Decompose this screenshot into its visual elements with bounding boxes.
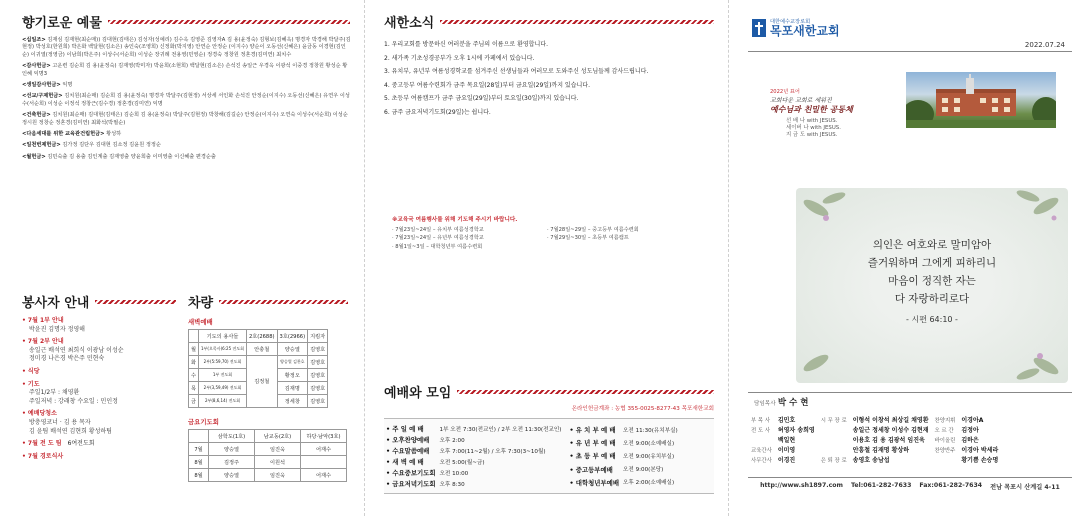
news-item: 5. 초등부 여름캠프가 금주 금요일(29일)부터 토요일(30일)까지 있습니다.	[384, 95, 579, 102]
staff-cell: 은 퇴 장 로	[820, 458, 847, 464]
staff-cell: 사무간사	[751, 458, 772, 464]
volunteer-name: 주일저녁 : 강래창 수요일 : 민인정	[29, 397, 118, 405]
news-item: 1. 우리교회를 방문하신 여러분을 주님의 이름으로 환영합니다.	[384, 41, 548, 48]
staff-cell: 김민호	[777, 417, 796, 424]
offering-names: 김가정 김단우 김대현 김소정 김윤원 정정순	[62, 142, 161, 149]
staff-cell: 이미영	[777, 447, 796, 454]
staff-section: 담임목사 박 수 현 부 목 사 김민호 시 무 장 로 이형석 이창석 최상길 채영환 찬양지휘 이경아A 전 도 사 허영자 송희영 송일근 정세창 이성수 김현재 오 르 간 김정아 백일현 이용호 김 용 김광석 임진욱 바이올린 김하은 교육간사 이미영 안흥철 김재명 황상하 찬양반주 이경아 박세라 사무간사 이경진 은 퇴 장 로 송영호 송남섭 황기쁨 손승명	[748, 392, 1072, 466]
volunteer-heading: • 식당	[22, 367, 40, 375]
table-cell: 김영호	[308, 395, 328, 408]
table-cell: 금	[189, 395, 199, 408]
news-item: 2. 새가족 기초성경공부가 오후 1시에 카페에서 있습니다.	[384, 54, 535, 62]
worship-name: • 유 치 부 예 배	[569, 426, 616, 435]
staff-cell: 허영자 송희영	[777, 427, 815, 434]
news-item: 6. 금주 금요저녁기도회(29일)는 쉽니다.	[384, 108, 491, 116]
table-cell: 임진욱	[255, 443, 301, 456]
table-cell: 화	[189, 356, 199, 369]
news-panel	[364, 0, 728, 516]
volunteer-item	[22, 338, 182, 364]
table-cell: 수	[189, 369, 199, 382]
staff-cell	[818, 426, 850, 436]
worship-time: 오전 10:00	[439, 470, 469, 477]
table-cell: 김영호	[308, 382, 328, 395]
cross-logo-icon	[752, 19, 766, 37]
table-cell: 김영호	[308, 343, 328, 356]
car-title: 차량	[188, 292, 348, 311]
prayer-item: · 7월29일~30일 – 초등부 여름캠프	[547, 235, 629, 242]
worship-name: • 수요말씀예배	[386, 447, 430, 455]
offering-heading: <건축헌금>	[22, 112, 51, 119]
worship-time: 오전 9:00(유치부실)	[623, 453, 675, 460]
news-item: 4. 중고등부 여름수련회가 금주 목요일(28일)부터 금요일(29일)까지 있습니다.	[384, 81, 590, 89]
volunteer-name: 김 윤팀 배석연 김현희 황성하팀	[29, 427, 112, 435]
table-header: 남교동(2호)	[255, 430, 301, 443]
news-title: 새한소식	[384, 12, 728, 31]
offering-block	[22, 82, 352, 89]
staff-cell: 백일현	[777, 437, 796, 444]
offering-block	[22, 112, 352, 127]
worship-row	[384, 467, 563, 478]
staff-row	[748, 436, 1001, 446]
volunteer-item	[22, 440, 182, 449]
offering-block	[22, 154, 352, 161]
worship-name: • 주 일 예 배	[386, 425, 424, 433]
table-row	[189, 343, 328, 356]
worship-name: • 오후찬양예배	[386, 436, 430, 444]
staff-cell: 시 무 장 로	[820, 418, 847, 424]
staff-cell: 오 르 간	[934, 428, 954, 434]
offering-heading: <생일감사헌금>	[22, 82, 61, 89]
table-cell	[301, 456, 347, 469]
offering-names: 황성하	[106, 131, 122, 138]
offering-names: 김치원(최순매) 김대현(김태은) 김순희 김 용(윤정숙) 박달주(김현정) 박창해(김길순) 안정순(이지수) 오연숙 이성수(서순희) 이성순 정시원 정창순 정혼경(김미연) 최화석(박필순)	[22, 112, 348, 126]
prayer-left	[392, 226, 537, 251]
table-cell: 김정철	[246, 356, 277, 408]
volunteer-item	[22, 381, 182, 407]
staff-cell	[932, 456, 959, 466]
offering-block	[22, 131, 352, 138]
table-cell: 1부 전도회	[199, 369, 247, 382]
worship-name: • 초 등 부 예 배	[569, 452, 616, 461]
staff-cell: 전 도 사	[751, 428, 771, 434]
table-cell: 월	[189, 343, 199, 356]
motto: 2022년 표어 교회다운 교회로 세워진 예수님과 친밀한 공동체 선 배 나 with JESUS. 세이버 나 with JESUS. 지 금 도 with JESUS.	[770, 88, 910, 139]
church-denomination: 대한예수교장로회	[770, 19, 811, 25]
verse-line: 다 자랑하리로다	[894, 293, 970, 305]
worship-time: 오후 2:00	[439, 437, 465, 444]
volunteer-name: 6여전도회	[67, 440, 95, 448]
table-cell: 김정주	[209, 456, 255, 469]
car-friday-table	[188, 429, 347, 482]
worship-time: 오전 11:30(유치부실)	[623, 427, 678, 434]
table-row	[189, 469, 347, 482]
volunteer-heading: • 7월 1부 안내	[22, 317, 64, 324]
volunteer-name: 방충영코너 · 김 용 목자	[29, 418, 91, 426]
worship-row	[567, 463, 679, 476]
table-row	[189, 356, 328, 369]
table-cell: 2부(5:59,70) 전도회	[199, 356, 247, 369]
car-dawn-table	[188, 329, 328, 408]
offering-heading: <다음세대를 위한 교육관건립헌금>	[22, 131, 105, 138]
prayer-item: · 7월28일~29일 – 중고등부 여름수련회	[547, 227, 639, 233]
news-item: 3. 유치부, 유년부 여름성경학교를 섬겨주신 선생님들과 여러모로 도와주신 성도님들께 감사드립니다.	[384, 68, 649, 75]
volunteer-item	[22, 453, 182, 462]
worship-time: 오후 7:00(11~2월) / 오후 7:30(3~10월)	[439, 448, 546, 455]
table-cell: 이원석	[255, 456, 301, 469]
prayer-item: · 8월1일~3일 – 대학청년부 여름수련회	[392, 243, 483, 250]
volunteer-item	[22, 317, 182, 334]
worship-time: 오후 2:00(소예배실)	[623, 480, 675, 487]
staff-cell: 찬양지휘	[934, 418, 956, 424]
volunteer-title: 봉사자 안내	[22, 292, 182, 311]
volunteer-heading: • 7월 전 도 팀	[22, 440, 62, 448]
website-link[interactable]: http://www.sh1897.com	[760, 482, 843, 489]
volunteer-heading: • 기도	[22, 380, 40, 388]
table-row	[189, 443, 347, 456]
offering-names: 김재심 김재현(최순매)) 김대현(김태은) 김성자(성예리) 김수옥 김영준 김영자A 김 용(윤정숙) 김형보(김혜옥) 명경자 박경해 박달주(김현정) 박성호(한원희) 박은화 백달현(김소은) 송인숙(조영희) 신정화(박지영) 안연순 안정순 (이지수) 양순이 오동선(신혜은) 윤금동 이경현(김인순) 이귀열(정영금) 이남희(박은주) 이상수(서순희) 이성순 장귀례 전용영(민영순) 정경숙 정창원 정혼경(김미연) 최치수	[22, 37, 351, 58]
news-list	[384, 38, 728, 119]
staff-cell: 이용호 김 용 김광석 임진욱	[852, 437, 925, 444]
table-cell: 8월	[189, 456, 209, 469]
offering-block	[22, 37, 352, 59]
staff-cell: 이경아A	[961, 417, 984, 424]
staff-row	[748, 416, 1001, 426]
table-cell: 1부(오목사)6:25 전도회	[199, 343, 247, 356]
motto-line: 세이버 나 with JESUS.	[786, 125, 841, 131]
worship-time: 1부 오전 7:30(전교인) / 2부 오전 11:30(전교인)	[439, 426, 562, 433]
prayer-box	[392, 215, 712, 251]
worship-name: • 대학청년부예배	[569, 478, 619, 487]
worship-right	[567, 423, 679, 489]
offering-panel	[0, 0, 364, 516]
church-logo	[752, 18, 840, 37]
table-cell: 양승열	[209, 469, 255, 482]
offering-list	[22, 37, 352, 161]
staff-cell: 송일근 정세창 이성수 김현재	[852, 427, 929, 434]
worship-row	[567, 449, 679, 462]
staff-cell: 황기쁨 손승명	[961, 457, 999, 464]
offering-title: 향기로운 예물	[22, 12, 364, 31]
worship-time: 오전 5:00(월~금)	[439, 459, 485, 466]
verse-line: 즐거워하며 그에게 피하리니	[867, 257, 997, 269]
table-cell: 8월	[189, 469, 209, 482]
offering-heading: <일천번제헌금>	[22, 142, 61, 149]
table-cell: 어재수	[301, 443, 347, 456]
table-header	[189, 430, 209, 443]
table-cell: 양승열 김찬호	[277, 356, 308, 369]
volunteer-name: 박윤진 김명자 정영해	[29, 325, 85, 333]
prayer-item: · 7월23일~24일 – 유년부 여름성경학교	[392, 235, 484, 242]
worship-time: 오후 8:30	[439, 481, 465, 488]
staff-cell	[818, 436, 850, 446]
church-name: 목포새한교회	[770, 24, 840, 38]
worship-row	[567, 423, 679, 436]
table-cell: 김영호	[308, 356, 328, 369]
title-hatch	[108, 20, 350, 24]
offering-heading: <십일조>	[22, 37, 46, 43]
worship-row	[567, 436, 679, 449]
church-photo	[906, 72, 1056, 128]
prayer-item: · 7월23일~24일 – 유치부 여름성경학교	[392, 227, 484, 233]
staff-cell: 이경진	[777, 457, 796, 464]
offering-heading: <선교/구제헌금>	[22, 93, 63, 100]
motto-line: 선 배 나 with JESUS.	[786, 118, 838, 124]
staff-cell	[818, 446, 850, 456]
table-cell: 김재명	[277, 382, 308, 395]
staff-cell: 이경아 박세라	[961, 447, 999, 454]
offering-heading: <감사헌금>	[22, 63, 51, 70]
worship-name: • 중고등부예배	[569, 465, 613, 474]
worship-time: 오전 9:00(본당)	[623, 467, 664, 474]
volunteer-heading: • 7월 2부 안내	[22, 338, 64, 346]
offering-block	[22, 93, 352, 108]
table-cell: 안충철	[246, 343, 277, 356]
worship-name: • 유 년 부 예 배	[569, 439, 616, 448]
verse-line: 마음이 정직한 자는	[888, 275, 976, 287]
staff-cell: 김하은	[961, 437, 979, 444]
staff-cell: 교육간사	[751, 448, 772, 454]
staff-table	[748, 416, 1001, 466]
staff-row	[748, 426, 1001, 436]
worship-name: • 금요저녁기도회	[386, 480, 436, 488]
table-cell: 2부(8,6,14) 전도회	[199, 395, 247, 408]
volunteer-item	[22, 368, 182, 377]
table-cell: 2부(3,59,49) 전도회	[199, 382, 247, 395]
table-cell: 김영호	[308, 369, 328, 382]
worship-row	[384, 478, 563, 489]
worship-left	[384, 423, 563, 489]
table-header: 지킴자	[308, 330, 328, 343]
verse-line: 의인은 여호와로 말미암아	[872, 239, 992, 251]
online-account: 온라인헌금계좌 : 농협 355-0025-8277-43 목포새한교회	[571, 406, 714, 412]
offering-names: 익명	[62, 82, 73, 89]
footer-contact: http://www.sh1897.com Tel:061-282-7633 Fax:061-282-7634 전남 목포시 산계길 4-11	[748, 477, 1072, 491]
offering-heading: <월헌금>	[22, 153, 46, 160]
staff-cell: 안흥철 김재명 황상하	[852, 447, 910, 454]
verse-reference: - 시편 64:10 -	[906, 315, 958, 324]
staff-cell: 부 목 사	[751, 418, 771, 424]
staff-cell: 찬양반주	[934, 448, 956, 454]
staff-cell: 김정아	[961, 427, 979, 434]
staff-row	[748, 456, 1001, 466]
volunteer-heading: • 7월 경로식사	[22, 452, 64, 460]
table-header: 2호(2688)	[246, 330, 277, 343]
worship-time: 오전 9:00(소예배실)	[623, 440, 675, 447]
car-friday-label: 금요기도회	[188, 418, 219, 426]
prayer-title: ※교육국 여름행사를 위해 기도해 주시기 바랍니다.	[392, 217, 518, 223]
worship-row	[384, 434, 563, 445]
staff-cell: 바이올린	[934, 438, 956, 444]
offering-names: 고운련 김순희 김 용(윤정숙) 김재영(박미자) 박윤희(소현희) 백달현(김소은) 손석진 송일근 우경옥 이광석 이중경 정창원 황성순 황인혜 익명3	[22, 63, 348, 77]
table-cell: 정세창	[277, 395, 308, 408]
table-header: 삼학도(1호)	[209, 430, 255, 443]
volunteer-name: 주일1/2부 : 채영환	[29, 389, 80, 397]
verse-card	[796, 188, 1068, 383]
volunteer-name: 송일근 배석연 최희식 이광남 이성순	[29, 346, 124, 354]
staff-cell: 이형석 이창석 최상길 채영환	[852, 417, 929, 424]
table-cell: 양승열	[277, 343, 308, 356]
volunteer-list	[22, 317, 182, 461]
volunteer-item	[22, 410, 182, 436]
worship-row	[384, 456, 563, 467]
motto-line: 지 금 도 with JESUS.	[786, 132, 838, 138]
table-cell: 양승열	[209, 443, 255, 456]
table-cell: 임진욱	[255, 469, 301, 482]
worship-row	[384, 423, 563, 434]
worship-name: • 수요중보기도회	[386, 469, 436, 477]
staff-cell	[748, 436, 775, 446]
table-header: 하당·남악(3호)	[301, 430, 347, 443]
table-header	[189, 330, 199, 343]
bulletin-date: 2022.07.24	[1024, 41, 1065, 49]
car-dawn-label: 새벽예배	[188, 318, 213, 326]
table-cell: 황정오	[277, 369, 308, 382]
worship-row	[384, 445, 563, 456]
volunteer-heading: • 예배당청소	[22, 410, 57, 418]
worship-row	[567, 476, 679, 489]
worship-name: • 새 벽 예 배	[386, 458, 424, 466]
senior-pastor: 박 수 현	[777, 398, 809, 408]
offering-names: 김민숙출 김 용출 김인계출 김재영출 양윤희출 이미영출 이신혜출 편경순출	[47, 153, 216, 160]
offering-block	[22, 63, 352, 78]
table-cell: 7월	[189, 443, 209, 456]
offering-block	[22, 142, 352, 149]
offering-names: 김치원(최순매) 김순희 김 용(윤정숙) 명경자 박달주(김현정) 서상세 서인화 손석진 안정순(이지수) 오동선(신혜은) 유연우 이성수(서순희) 이성순 이정석 정창근(김수경) 정혼경(김미연) 익명	[22, 93, 350, 107]
table-row	[189, 456, 347, 469]
volunteer-name: 정미경 나은경 박은주 민현숙	[29, 355, 105, 363]
table-cell: 어재수	[301, 469, 347, 482]
table-cell: 목	[189, 382, 199, 395]
prayer-right	[547, 226, 639, 251]
worship-title: 예배와 모임	[384, 382, 714, 401]
table-header: 3호(2966)	[277, 330, 308, 343]
staff-cell: 송영호 송남섭	[852, 457, 890, 464]
cover-panel	[728, 0, 1091, 516]
staff-row	[748, 446, 1001, 456]
table-header: 기도의 용사들	[199, 330, 247, 343]
